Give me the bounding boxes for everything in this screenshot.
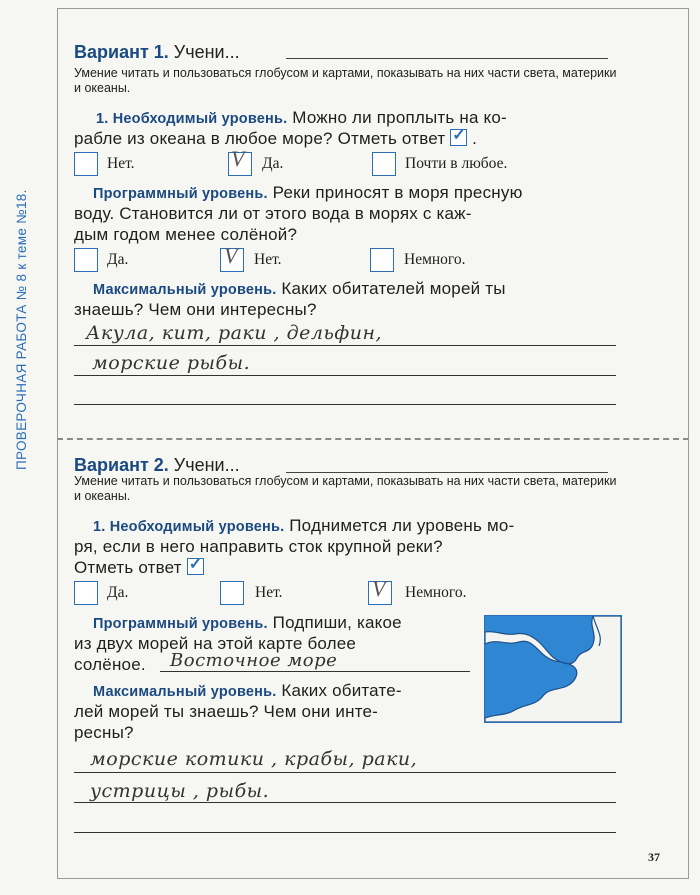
v2-q1-line-b: ря, если в него направить сток крупной реки? <box>74 537 443 556</box>
v2-q2-line-b: из двух морей на этой карте более <box>74 634 357 653</box>
v2-q1-line-a: 1. Необходимый уровень. Поднимется ли уровень мо- <box>93 516 515 535</box>
v1-q2-option-no: Нет. <box>254 251 282 268</box>
v1-q1-line-a: 1. Необходимый уровень. Можно ли проплыть на ко- <box>96 108 507 127</box>
sea-map-drawing <box>485 616 621 722</box>
v1-q2-line-b: воду. Становится ли от этого вода в морях с каж- <box>74 204 472 223</box>
answer-line[interactable] <box>74 802 616 803</box>
check-mark-icon: V <box>372 576 386 601</box>
v2-q2-line-c: солёное. <box>74 655 146 674</box>
student-name-line[interactable] <box>286 58 608 59</box>
variant2-title: Вариант 2. Учени... <box>74 455 240 475</box>
check-mark-icon: V <box>231 146 245 171</box>
v2-q1-option-no-checkbox[interactable] <box>220 581 244 605</box>
v2-q1-option-no: Нет. <box>255 584 283 601</box>
v1-q2-option-yes: Да. <box>107 251 129 268</box>
sea-map <box>484 615 622 723</box>
page-number: 37 <box>648 850 660 864</box>
v2-q3-line-b: лей морей ты знаешь? Чем они инте- <box>74 702 379 721</box>
v1-q1-option-yes: Да. <box>262 155 284 172</box>
v2-q3-line-a: Максимальный уровень. Каких обитате- <box>93 681 402 700</box>
v1-q2-option-yes-checkbox[interactable] <box>74 248 98 272</box>
skill-text: Умение читать и пользоваться глобусом и картами, показывать на них части света, материки и океаны. <box>74 474 617 503</box>
v1-q1-option-almost-checkbox[interactable] <box>372 152 396 176</box>
answer-line[interactable] <box>74 375 616 376</box>
v1-q2-option-little: Немного. <box>404 251 466 268</box>
v2-handwritten-sea-answer: Восточное море <box>170 650 338 671</box>
v1-q2-option-little-checkbox[interactable] <box>370 248 394 272</box>
v2-q1-line-c: Отметь ответ ✓ <box>74 556 203 577</box>
v1-q1-line-b: рабле из океана в любое море? Отметь ответ ✓ . <box>74 127 478 148</box>
student-label: Учени... <box>173 455 240 475</box>
v2-handwritten-answer-1: морские котики , крабы, раки, <box>90 748 418 770</box>
checkbox-sample-icon: ✓ <box>188 556 203 573</box>
check-mark-icon: V <box>224 243 238 268</box>
v1-handwritten-answer-1: Акула, кит, раки , дельфин, <box>86 322 383 344</box>
v1-q1-option-no-checkbox[interactable] <box>74 152 98 176</box>
v2-q1-option-yes-checkbox[interactable] <box>74 581 98 605</box>
v1-q2-line-a: Программный уровень. Реки приносят в моря пресную <box>93 183 523 202</box>
answer-line[interactable] <box>160 671 470 672</box>
sidebar-title: ПРОВЕРОЧНАЯ РАБОТА № 8 к теме №18. <box>14 189 29 470</box>
v2-q3-line-c: ресны? <box>74 723 134 742</box>
v1-q1-option-almost: Почти в любое. <box>405 155 508 172</box>
v2-handwritten-answer-2: устрицы , рыбы. <box>90 780 270 802</box>
variant1-title: Вариант 1. Учени... <box>74 42 240 62</box>
land-shape <box>485 616 621 722</box>
student-label: Учени... <box>173 42 240 62</box>
v1-handwritten-answer-2: морские рыбы. <box>92 352 251 374</box>
v1-q3-line-a: Максимальный уровень. Каких обитателей морей ты <box>93 279 506 298</box>
answer-line[interactable] <box>74 404 616 405</box>
answer-line[interactable] <box>74 345 616 346</box>
v2-q1-option-yes: Да. <box>107 584 129 601</box>
v1-q2-line-c: дым годом менее солёной? <box>74 225 298 244</box>
skill-text: Умение читать и пользоваться глобусом и картами, показывать на них части света, материки и океаны. <box>74 66 617 95</box>
v1-q3-line-b: знаешь? Чем они интересны? <box>74 300 317 319</box>
checkbox-sample-icon: ✓ <box>452 127 466 144</box>
answer-line[interactable] <box>74 772 616 773</box>
v2-q2-line-a: Программный уровень. Подпиши, какое <box>93 613 402 632</box>
student-name-line[interactable] <box>286 472 608 473</box>
answer-line[interactable] <box>74 832 616 833</box>
v1-q1-option-no: Нет. <box>107 155 135 172</box>
v2-q1-option-little: Немного. <box>405 584 467 601</box>
